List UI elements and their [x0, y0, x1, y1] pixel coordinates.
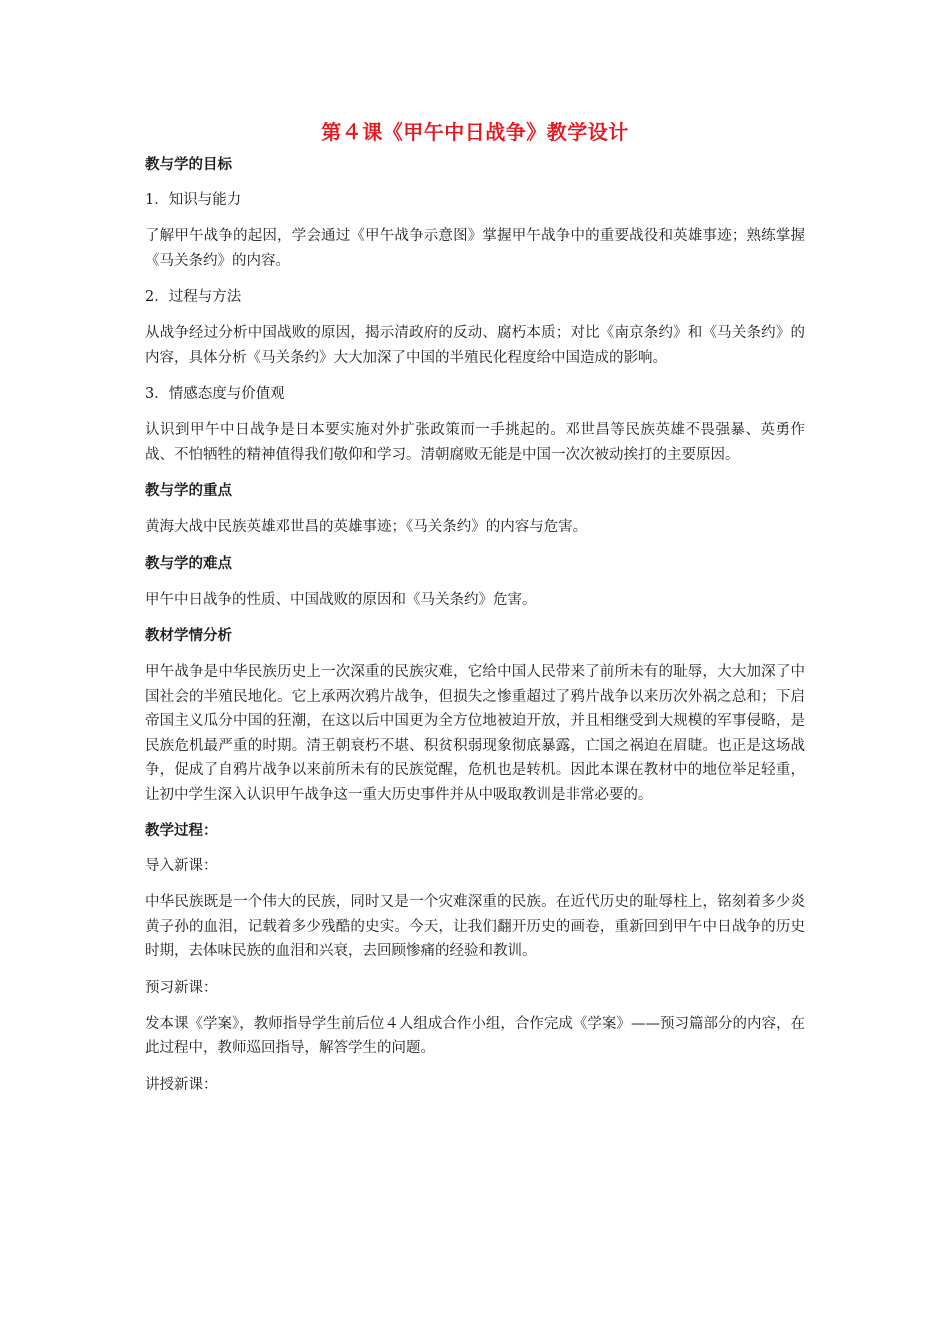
section-heading-key-points: 教与学的重点: [145, 483, 232, 499]
document-page: [145, 118, 805, 1109]
paragraph-analysis: 甲午战争是中华民族历史上一次深重的民族灾难，它给中国人民带来了前所未有的耻辱，大大加深了中国社会的半殖民地化。它上承两次鸦片战争，但损失之惨重超过了鸦片战争以来历次外祸之总和；下启帝国主义瓜分中国的狂潮，在这以后中国更为全方位地被迫开放，并且相继受到大规模的军事侵略，是民族危机最严重的时期。清王朝衰朽不堪、积贫积弱现象彻底暴露，亡国之祸迫在眉睫。也正是这场战争，促成了自鸦片战争以来前所未有的民族觉醒，危机也是转机。因此本课在教材中的地位举足轻重，让初中学生深入认识甲午战争这一重大历史事件并从中吸取教训是非常必要的。: [145, 664, 805, 803]
subheading-preview: 预习新课：: [145, 979, 218, 996]
subheading-knowledge: 1．知识与能力: [145, 192, 242, 208]
section-heading-difficulties: 教与学的难点: [145, 555, 232, 572]
subheading-attitude: 3．情感态度与价值观: [145, 386, 285, 402]
paragraph-introduction: 中华民族既是一个伟大的民族，同时又是一个灾难深重的民族。在近代历史的耻辱柱上，铭刻着多少炎黄子孙的血泪，记载着多少残酷的史实。今天，让我们翻开历史的画卷，重新回到甲午中日战争的历史时期，去体味民族的血泪和兴衰，去回顾惨痛的经验和教训。: [145, 894, 805, 959]
subheading-introduction: 导入新课：: [145, 858, 218, 874]
paragraph-attitude: 认识到甲午中日战争是日本要实施对外扩张政策而一手挑起的。邓世昌等民族英雄不畏强暴、英勇作战、不怕牺牲的精神值得我们敬仰和学习。清朝腐败无能是中国一次次被动挨打的主要原因。: [145, 422, 805, 463]
section-heading-process: 教学过程：: [145, 823, 218, 839]
paragraph-preview: 发本课《学案》，教师指导学生前后位４人组成合作小组，合作完成《学案》——预习篇部分的内容，在此过程中，教师巡回指导，解答学生的问题。: [145, 1015, 805, 1056]
paragraph-key-points: 黄海大战中民族英雄邓世昌的英雄事迹；《马关条约》的内容与危害。: [145, 519, 588, 535]
paragraph-difficulties: 甲午中日战争的性质、中国战败的原因和《马关条约》危害。: [145, 591, 537, 608]
subheading-lecture: 讲授新课：: [145, 1076, 218, 1093]
subheading-process: 2．过程与方法: [145, 289, 242, 305]
document-title: 第４课《甲午中日战争》教学设计: [321, 120, 629, 144]
paragraph-knowledge: 了解甲午战争的起因，学会通过《甲午战争示意图》掌握甲午战争中的重要战役和英雄事迹；熟练掌握《马关条约》的内容。: [145, 228, 805, 269]
section-heading-goals: 教与学的目标: [145, 157, 232, 173]
section-heading-analysis: 教材学情分析: [145, 628, 232, 644]
paragraph-process: 从战争经过分析中国战败的原因，揭示清政府的反动、腐朽本质；对比《南京条约》和《马关条约》的内容，具体分析《马关条约》大大加深了中国的半殖民化程度给中国造成的影响。: [145, 325, 805, 366]
